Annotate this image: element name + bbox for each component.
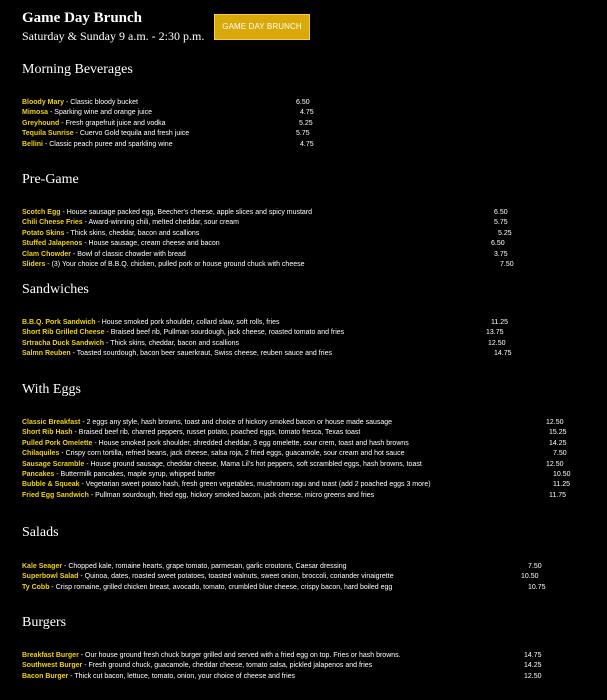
menu-item-price: 7.50 [500, 261, 514, 268]
menu-item [22, 260, 305, 270]
menu-item-description: - Fresh grapefruit juice and vodka [59, 119, 166, 127]
menu-item [22, 661, 372, 671]
menu-item-price: 7.50 [528, 563, 542, 570]
menu-item [22, 119, 166, 129]
menu-item-description: - Our house ground fresh chuck burger grilled and served with a fried egg on top. Fries or hash browns. [78, 652, 401, 659]
menu-title: Game Day Brunch [22, 10, 142, 26]
menu-item-price: 10.75 [528, 583, 546, 591]
menu-item [22, 208, 312, 218]
menu-item-description: - House sausage packed egg, Beecher's cheese, apple slices and spicy mustard [60, 209, 313, 216]
menu-item [22, 129, 189, 139]
menu-item-name: Pancakes [22, 471, 55, 478]
menu-item-price: 12.50 [524, 672, 542, 680]
menu-item-price: 6.50 [491, 240, 505, 248]
menu-item-name: Chilaquiles [22, 450, 60, 458]
menu-item [22, 349, 332, 359]
menu-item-name: Clam Chowder [22, 250, 72, 258]
section-title: Burgers [22, 615, 67, 630]
menu-item-price: 14.75 [524, 652, 542, 659]
menu-item-name: Potato Skins [22, 229, 65, 237]
menu-item-name: Kale Seager [22, 563, 63, 570]
menu-item-name: Salmn Reuben [22, 350, 71, 358]
menu-item-name: Superbowl Salad [22, 573, 79, 581]
menu-item-name: Scotch Egg [22, 209, 61, 216]
menu-item-name: Pulled Pork Omelette [22, 439, 93, 447]
menu-item [22, 140, 173, 150]
menu-item [22, 418, 392, 428]
menu-item-name: Mimosa [22, 109, 49, 117]
menu-item-price: 4.75 [300, 140, 314, 148]
menu-item-description: - 2 eggs any style, hash browns, toast and choice of hickory smoked bacon or house made sausage [80, 419, 393, 426]
menu-item-name: B.B.Q. Pork Sandwich [22, 319, 96, 326]
menu-item-description: - Toasted sourdough, bacon beer sauerkraut, Swiss cheese, reuben sauce and fries [70, 350, 332, 358]
menu-item-price: 3.75 [494, 250, 508, 258]
menu-item [22, 339, 239, 349]
menu-item [22, 470, 215, 480]
menu-item-name: Short Rib Hash [22, 429, 73, 437]
menu-item-price: 6.50 [296, 99, 310, 106]
menu-item-name: Fried Egg Sandwich [22, 491, 89, 499]
menu-item-description: - Classic peach puree and sparkling wine [43, 140, 173, 148]
menu-item [22, 250, 186, 260]
menu-item-name: Southwest Burger [22, 662, 83, 670]
menu-item-description: - Quinoa, dates, roasted sweet potatoes, toasted walnuts, sweet onion, broccoli, coriander vinaigrette [78, 573, 394, 581]
section-title: Morning Beverages [22, 62, 133, 77]
menu-item [22, 460, 422, 470]
menu-hours: Saturday & Sunday 9 a.m. - 2:30 p.m. [22, 29, 205, 43]
menu-item-price: 5.75 [296, 130, 310, 138]
menu-item-description: - Crisp romaine, grilled chicken breast, avocado, tomato, crumbled blue cheese, crispy bacon, hard boiled egg [49, 583, 393, 591]
menu-item-name: Bellini [22, 140, 44, 148]
menu-item-name: Stuffed Jalapenos [22, 240, 83, 248]
menu-item [22, 229, 199, 239]
menu-item-price: 12.50 [546, 419, 564, 426]
menu-item-description: - Award-winning chili, melted cheddar, sour cream [82, 219, 239, 227]
menu-item-price: 14.25 [524, 662, 542, 670]
menu-item-name: Short Rib Grilled Cheese [22, 329, 105, 337]
menu-item-description: - House smoked pork shoulder, shredded cheddar, 3 egg omelette, sour crem, toast and hash browns [92, 439, 409, 447]
menu-item-description: - Classic bloody bucket [64, 99, 138, 106]
menu-item-description: - Braised beef rib, Pullman sourdough, jack cheese, roasted tomato and fries [104, 329, 345, 337]
menu-item-description: - Crispy corn tortilla, refried beans, jack cheese, salsa roja, 2 fried eggs, guacamole, sour cream and hot sauce [59, 450, 405, 458]
menu-item [22, 449, 404, 459]
menu-item [22, 583, 392, 593]
menu-item [22, 218, 239, 228]
menu-item-name: Tequila Sunrise [22, 130, 74, 138]
menu-item-price: 12.50 [488, 339, 506, 347]
menu-item-description: - Thick cut bacon, lettuce, tomato, onion, your choice of cheese and fries [68, 672, 296, 680]
menu-item-name: Breakfast Burger [22, 652, 79, 659]
section-title: Sandwiches [22, 282, 89, 297]
menu-item-name: Ty Cobb [22, 583, 50, 591]
menu-item-name: Srtracha Duck Sandwich [22, 339, 105, 347]
menu-item-price: 4.75 [300, 109, 314, 117]
section-title: Salads [22, 525, 59, 540]
menu-item-price: 5.25 [299, 119, 313, 127]
menu-item-price: 12.50 [546, 460, 564, 468]
menu-item-description: - Bowl of classic chowder with bread [71, 250, 186, 258]
menu-item-price: 13.75 [486, 329, 504, 337]
section-title: Pre-Game [22, 172, 79, 187]
section-title: With Eggs [22, 382, 81, 397]
menu-item-price: 7.50 [553, 450, 567, 458]
menu-item-name: Greyhound [22, 119, 60, 127]
menu-item-name: Bloody Mary [22, 99, 65, 106]
menu-item-description: - Sparking wine and orange juice [48, 109, 152, 117]
menu-item-price: 10.50 [521, 573, 539, 581]
menu-item [22, 108, 152, 118]
menu-item [22, 651, 401, 661]
menu-item-price: 10.50 [553, 471, 571, 478]
menu-item-name: Sliders [22, 261, 46, 268]
menu-item-price: 11.75 [549, 491, 566, 499]
menu-item-description: - Pullman sourdough, fried egg, hickory smoked bacon, jack cheese, micro greens and fries [88, 491, 375, 499]
menu-item-description: - House smoked pork shoulder, collard slaw, soft rolls, fries [95, 319, 280, 326]
menu-item [22, 439, 409, 449]
menu-item-name: Chili Cheese Fries [22, 219, 83, 227]
menu-item-description: - Buttermilk pancakes, maple syrup, whipped butter [54, 471, 216, 478]
menu-item-description: - Cuervo Gold tequila and fresh juice [73, 130, 190, 138]
menu-item [22, 98, 138, 108]
menu-item-price: 6.50 [494, 209, 508, 216]
menu-item-description: - House sausage, cream cheese and bacon [82, 240, 220, 248]
menu-item [22, 672, 295, 682]
menu-item-description: - House ground sausage, cheddar cheese, Mama Lil's hot peppers, soft scrambled eggs, hash browns, toast [84, 460, 422, 468]
menu-item-price: 11.25 [491, 319, 508, 326]
menu-item [22, 480, 431, 490]
menu-item-description: - Thick skins, cheddar, bacon and scallions [104, 339, 239, 347]
menu-item [22, 239, 220, 249]
menu-item-description: - Thick skins, cheddar, bacon and scallions [64, 229, 200, 237]
menu-item-price: 15.25 [549, 429, 567, 437]
menu-item-description: - Fresh ground chuck, guacamole, cheddar cheese, tomato salsa, pickled jalapenos and fries [82, 662, 373, 670]
menu-item-description: - Chopped kale, romaine hearts, grape tomato, parmesan, garlic croutons, Caesar dressing [62, 563, 347, 570]
menu-item-price: 14.25 [549, 439, 567, 447]
menu-item-name: Classic Breakfast [22, 419, 81, 426]
menu-item [22, 572, 394, 582]
menu-item-description: - Vegetarian sweet potato hash, fresh green vegetables, mushroom ragu and toast (add 2 poached eggs 3 more) [79, 481, 431, 489]
menu-item-price: 5.75 [494, 219, 508, 227]
menu-item-description: - (3) Your choice of B.B.Q. chicken, pulled pork or house ground chuck with cheese [45, 261, 305, 268]
menu-item-name: Bacon Burger [22, 672, 69, 680]
menu-item [22, 318, 280, 328]
menu-item [22, 328, 344, 338]
menu-item-price: 5.25 [498, 229, 512, 237]
menu-item-name: Bubble & Squeak [22, 481, 80, 489]
menu-item-price: 11.25 [553, 481, 570, 489]
menu-item-price: 14.75 [494, 350, 512, 358]
menu-item [22, 428, 360, 438]
menu-item-name: Sausage Scramble [22, 460, 85, 468]
menu-item [22, 562, 347, 572]
menu-item-description: - Braised beef rib, charred peppers, russet potato, poached eggs, tomato fresca, Texas toast [72, 429, 361, 437]
game-day-brunch-button[interactable]: GAME DAY BRUNCH [214, 14, 310, 40]
menu-item [22, 491, 374, 501]
